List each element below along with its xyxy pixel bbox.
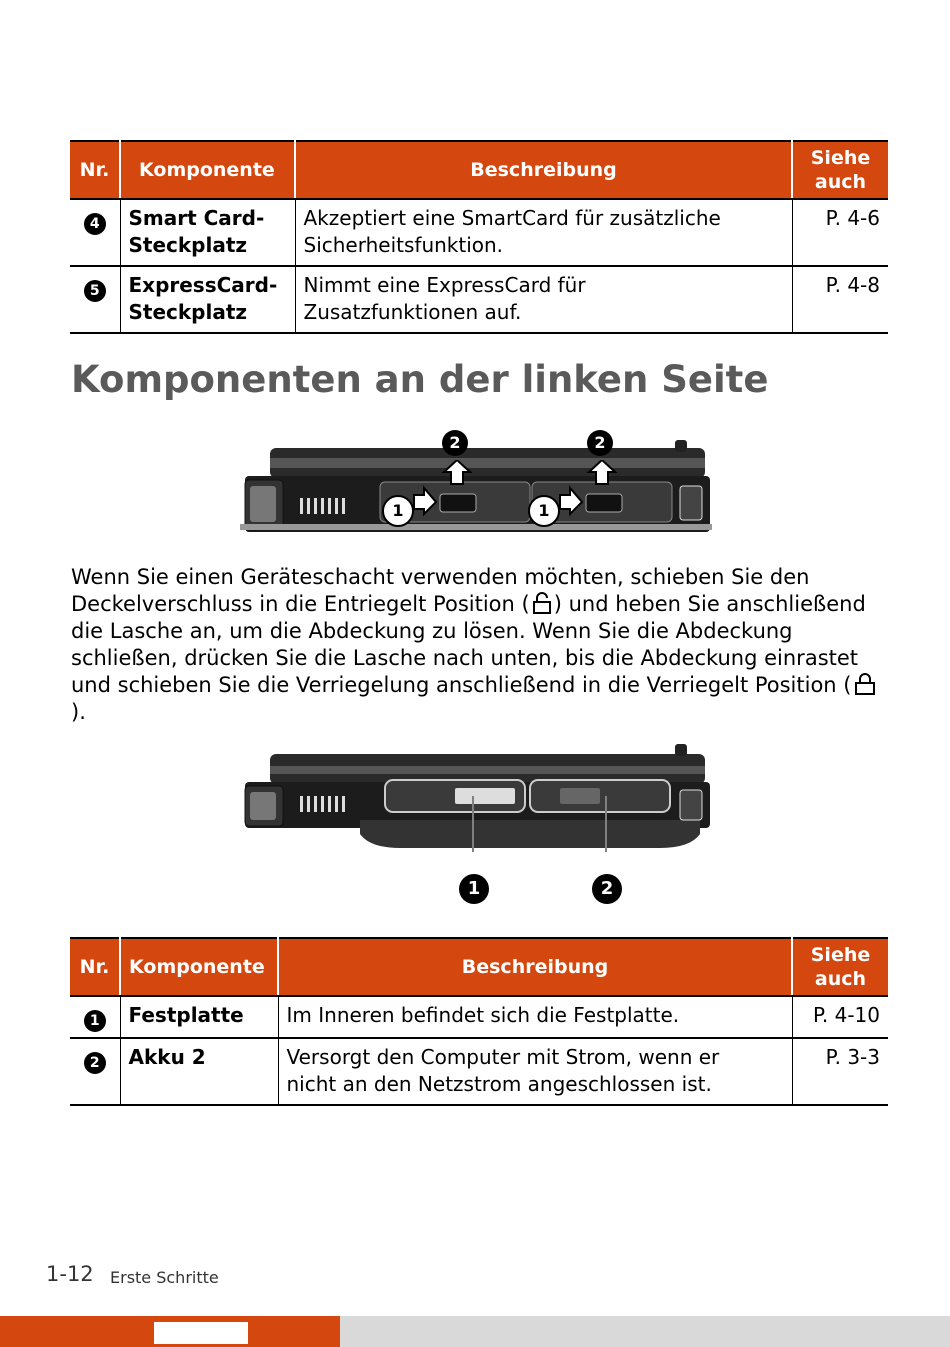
page-reference: P. 4-10 [792, 996, 888, 1038]
header-nr: Nr. [70, 938, 120, 996]
page-reference: P. 3-3 [792, 1038, 888, 1105]
header-component: Komponente [120, 938, 278, 996]
component-description: Im Inneren befindet sich die Festplatte. [278, 996, 792, 1038]
page-reference: P. 4-8 [792, 266, 888, 333]
number-badge: 5 [84, 280, 106, 302]
components-table-2 [70, 937, 888, 1106]
locked-icon [855, 673, 875, 695]
footer-bar-highlight [154, 1322, 248, 1344]
component-description: Akzeptiert eine SmartCard für zusätzliche Sicherheitsfunktion. [295, 199, 792, 266]
callout-1-left: 1 [382, 495, 414, 527]
table-header [70, 141, 888, 199]
component-description: Nimmt eine ExpressCard für Zusatzfunktionen auf. [295, 266, 792, 333]
header-component: Komponente [120, 141, 295, 199]
table-row [70, 1038, 888, 1105]
section-title: Komponenten an der linken Seite [71, 358, 769, 401]
components-table-1 [70, 140, 888, 334]
component-name: Akku 2 [120, 1038, 278, 1105]
component-name: ExpressCard- Steckplatz [120, 266, 295, 333]
number-badge: 2 [84, 1052, 106, 1074]
arrow-markers [412, 460, 652, 520]
page-reference: P. 4-6 [792, 199, 888, 266]
laptop-left-side-figure-2 [240, 742, 712, 852]
table-row [70, 199, 888, 266]
table-row [70, 266, 888, 333]
header-description: Beschreibung [278, 938, 792, 996]
unlocked-icon [533, 592, 551, 614]
table-row [70, 996, 888, 1038]
callout-2-right: 2 [587, 430, 613, 456]
header-description: Beschreibung [295, 141, 792, 199]
header-see-also: Siehe auch [792, 938, 888, 996]
number-badge: 1 [84, 1010, 106, 1032]
callout-2-left: 2 [442, 430, 468, 456]
page-number: 1-12 [46, 1262, 94, 1286]
header-see-also: Siehe auch [792, 141, 888, 199]
component-name: Festplatte [120, 996, 278, 1038]
callout-hdd: 1 [459, 874, 489, 904]
instruction-paragraph: Wenn Sie einen Geräteschacht verwenden möchten, schieben Sie den Deckelverschluss in die Entriegelt Position ( ) und heben Sie anschließend die Lasche an, um die Abdeckung zu lösen. Wenn Sie die Abdeckung schließen, drücken Sie die Lasche nach unten, bis die Abdeckung einrastet und schieben Sie die Verriegelung anschließend in die Verriegelt Position (). [71, 564, 891, 726]
footer-gray-bar [340, 1316, 950, 1347]
callout-1-right: 1 [528, 495, 560, 527]
callout-battery: 2 [592, 874, 622, 904]
component-description: Versorgt den Computer mit Strom, wenn er nicht an den Netzstrom angeschlossen ist. [278, 1038, 792, 1105]
component-name: Smart Card- Steckplatz [120, 199, 295, 266]
header-nr: Nr. [70, 141, 120, 199]
number-badge: 4 [84, 213, 106, 235]
chapter-title: Erste Schritte [110, 1268, 219, 1287]
table-header [70, 938, 888, 996]
